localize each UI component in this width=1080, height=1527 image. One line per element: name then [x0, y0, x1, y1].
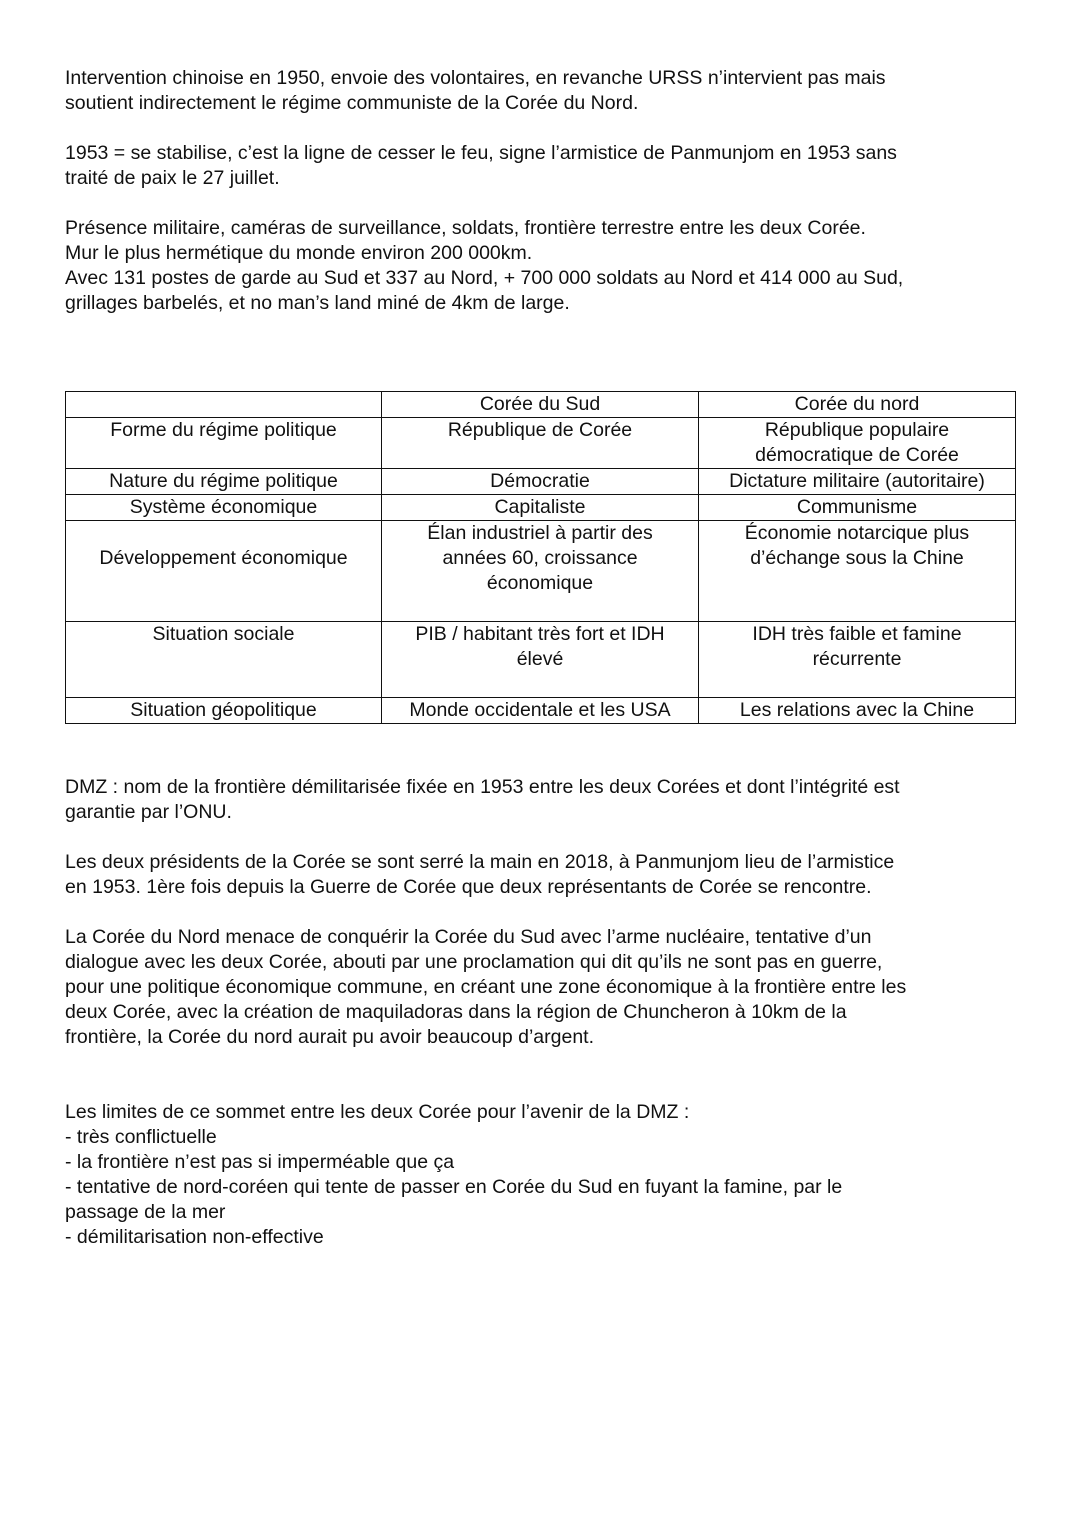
text-line: garantie par l’ONU. [65, 801, 232, 823]
table-row [66, 622, 1016, 698]
cell-line: Communisme [796, 496, 918, 518]
paragraph [65, 216, 1015, 316]
paragraph [65, 775, 1015, 825]
cell-line: Monde occidentale et les USA [409, 699, 671, 721]
table-cell [66, 698, 382, 724]
text-line: Présence militaire, caméras de surveillance, soldats, frontière terrestre entre les deux Corée. [65, 217, 866, 239]
table-cell [66, 469, 382, 495]
cell-line: d’échange sous la Chine [750, 547, 964, 569]
text-line: - tentative de nord-coréen qui tente de passer en Corée du Sud en fuyant la famine, par le [65, 1176, 843, 1198]
text-line: - très conflictuelle [65, 1126, 217, 1148]
cell-line: Capitaliste [494, 496, 586, 518]
text-line: soutient indirectement le régime communiste de la Corée du Nord. [65, 92, 639, 114]
cell-line: années 60, croissance [442, 547, 638, 569]
table-cell [382, 495, 699, 521]
text-line: Les deux présidents de la Corée se sont serré la main en 2018, à Panmunjom lieu de l’armistice [65, 851, 895, 873]
cell-line: élevé [516, 648, 564, 670]
text-line: pour une politique économique commune, en créant une zone économique à la frontière entre les [65, 976, 907, 998]
table-cell [66, 521, 382, 622]
text-line: Intervention chinoise en 1950, envoie des volontaires, en revanche URSS n’intervient pas mais [65, 67, 886, 89]
cell-line: Situation sociale [152, 623, 295, 645]
cell-line: Situation géopolitique [130, 699, 317, 721]
table-cell [66, 418, 382, 469]
table-row [66, 698, 1016, 724]
text-line: deux Corée, avec la création de maquiladoras dans la région de Chuncheron à 10km de la [65, 1001, 847, 1023]
cell-line: Développement économique [99, 547, 348, 569]
table-cell [382, 698, 699, 724]
cell-line: Les relations avec la Chine [739, 699, 975, 721]
text-line: - démilitarisation non-effective [65, 1226, 324, 1248]
table-cell [699, 418, 1016, 469]
table-row [66, 495, 1016, 521]
paragraph [65, 141, 1015, 191]
table-cell [699, 521, 1016, 622]
paragraph [65, 925, 1015, 1050]
cell-line: République populaire [764, 419, 950, 441]
table-row [66, 521, 1016, 622]
korea-comparison-table [65, 391, 1016, 724]
text-line: La Corée du Nord menace de conquérir la Corée du Sud avec l’arme nucléaire, tentative d’un [65, 926, 872, 948]
paragraph [65, 1100, 1015, 1250]
cell-line: République de Corée [447, 419, 633, 441]
cell-line [68, 521, 379, 546]
text-line: grillages barbelés, et no man’s land miné de 4km de large. [65, 292, 570, 314]
cell-line: économique [486, 572, 594, 594]
text-line: 1953 = se stabilise, c’est la ligne de cesser le feu, signe l’armistice de Panmunjom en 1953 sans [65, 142, 897, 164]
table-cell [382, 521, 699, 622]
table-header-row [66, 392, 1016, 418]
table-row [66, 469, 1016, 495]
table-cell [382, 622, 699, 698]
table-cell [382, 469, 699, 495]
text-line: Avec 131 postes de garde au Sud et 337 au Nord, + 700 000 soldats au Nord et 414 000 au Sud, [65, 267, 904, 289]
cell-line: démocratique de Corée [755, 444, 959, 466]
text-line: passage de la mer [65, 1201, 226, 1223]
cell-line: Élan industriel à partir des [427, 522, 653, 544]
cell-line: Forme du régime politique [110, 419, 337, 441]
cell-line: Démocratie [490, 470, 590, 492]
cell-line: Économie notarcique plus [744, 522, 970, 544]
text-line: dialogue avec les deux Corée, abouti par une proclamation qui dit qu’ils ne sont pas en guerre, [65, 951, 883, 973]
cell-line: récurrente [812, 648, 902, 670]
paragraph [65, 66, 1015, 116]
text-line: en 1953. 1ère fois depuis la Guerre de Corée que deux représentants de Corée se rencontre. [65, 876, 872, 898]
table-cell [382, 418, 699, 469]
cell-line: PIB / habitant très fort et IDH [415, 623, 665, 645]
table-cell [699, 495, 1016, 521]
cell-line: Système économique [129, 496, 318, 518]
table-cell [66, 622, 382, 698]
text-line: DMZ : nom de la frontière démilitarisée fixée en 1953 entre les deux Corées et dont l’intégrité est [65, 776, 900, 798]
table-cell [699, 622, 1016, 698]
cell-line: IDH très faible et famine [752, 623, 962, 645]
table-cell [66, 495, 382, 521]
paragraph [65, 850, 1015, 900]
header-cell [66, 392, 382, 418]
text-line: Mur le plus hermétique du monde environ 200 000km. [65, 242, 533, 264]
text-line: Les limites de ce sommet entre les deux Corée pour l’avenir de la DMZ : [65, 1101, 690, 1123]
text-line: - la frontière n’est pas si imperméable que ça [65, 1151, 455, 1173]
text-line: frontière, la Corée du nord aurait pu avoir beaucoup d’argent. [65, 1026, 595, 1048]
text-line: traité de paix le 27 juillet. [65, 167, 280, 189]
table-cell [699, 469, 1016, 495]
table-cell [699, 698, 1016, 724]
cell-line: Dictature militaire (autoritaire) [729, 470, 985, 492]
cell-line: Nature du régime politique [109, 470, 338, 492]
header-cell: Corée du nord [699, 392, 1016, 418]
header-cell: Corée du Sud [382, 392, 699, 418]
table-row [66, 418, 1016, 469]
